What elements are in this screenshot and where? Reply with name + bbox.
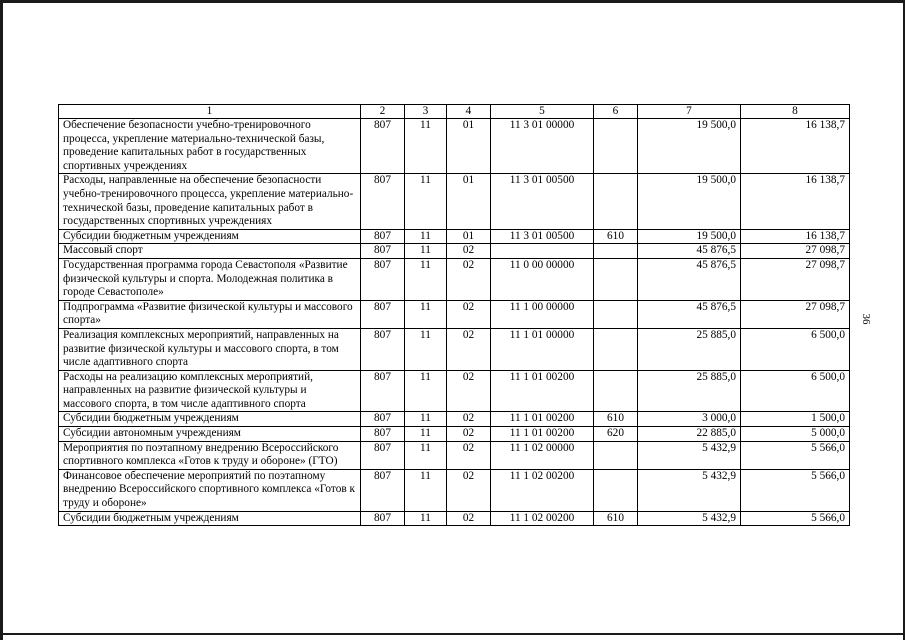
target-article-code: 11 0 00 00000 — [491, 258, 594, 300]
amount-2019: 25 885,0 — [638, 328, 741, 370]
expense-type-code — [594, 244, 638, 259]
expense-type-code: 610 — [594, 412, 638, 427]
target-article-code: 11 1 01 00200 — [491, 427, 594, 442]
table-row — [59, 258, 850, 300]
target-article-code: 11 3 01 00000 — [491, 119, 594, 174]
amount-2019: 5 432,9 — [638, 441, 741, 469]
table-row — [59, 370, 850, 412]
scan-border-bottom — [0, 633, 905, 635]
row-label: Реализация комплексных мероприятий, направленных на развитие физической культуры и массового спорта, в том числе адаптивного спорта — [59, 328, 361, 370]
scan-border-left — [0, 0, 3, 640]
ministry-code: 807 — [361, 427, 405, 442]
ministry-code: 807 — [361, 469, 405, 511]
target-article-code: 11 1 01 00000 — [491, 328, 594, 370]
row-label: Расходы на реализацию комплексных мероприятий, направленных на развитие физической культуры и массового спорта, в том числе адаптивного спорта — [59, 370, 361, 412]
amount-2019: 45 876,5 — [638, 244, 741, 259]
subsection-code: 02 — [447, 258, 491, 300]
amount-2019: 19 500,0 — [638, 119, 741, 174]
table-row — [59, 244, 850, 259]
column-header: 2 — [361, 105, 405, 119]
amount-2020: 27 098,7 — [741, 244, 850, 259]
table-row — [59, 441, 850, 469]
section-code: 11 — [405, 370, 447, 412]
row-label: Расходы, направленные на обеспечение безопасности учебно-тренировочного процесса, укрепление материально-технической базы, проведение капитальных работ в государственных спортивных учреждениях — [59, 174, 361, 229]
target-article-code: 11 3 01 00500 — [491, 174, 594, 229]
expense-type-code — [594, 328, 638, 370]
table-row — [59, 412, 850, 427]
amount-2019: 5 432,9 — [638, 469, 741, 511]
expense-type-code — [594, 441, 638, 469]
amount-2019: 19 500,0 — [638, 229, 741, 244]
table-row — [59, 229, 850, 244]
section-code: 11 — [405, 469, 447, 511]
column-header: 6 — [594, 105, 638, 119]
ministry-code: 807 — [361, 258, 405, 300]
subsection-code: 01 — [447, 119, 491, 174]
ministry-code: 807 — [361, 229, 405, 244]
subsection-code: 02 — [447, 469, 491, 511]
ministry-code: 807 — [361, 328, 405, 370]
section-code: 11 — [405, 258, 447, 300]
row-label: Мероприятия по поэтапному внедрению Всероссийского спортивного комплекса «Готов к труду и обороне» (ГТО) — [59, 441, 361, 469]
amount-2019: 22 885,0 — [638, 427, 741, 442]
section-code: 11 — [405, 300, 447, 328]
section-code: 11 — [405, 244, 447, 259]
amount-2019: 45 876,5 — [638, 258, 741, 300]
expense-type-code: 610 — [594, 229, 638, 244]
budget-table — [58, 104, 850, 526]
target-article-code: 11 1 02 00200 — [491, 511, 594, 526]
target-article-code: 11 1 02 00000 — [491, 441, 594, 469]
expense-type-code — [594, 174, 638, 229]
expense-type-code — [594, 119, 638, 174]
column-header: 1 — [59, 105, 361, 119]
row-label: Субсидии бюджетным учреждениям — [59, 229, 361, 244]
row-label: Субсидии автономным учреждениям — [59, 427, 361, 442]
amount-2019: 45 876,5 — [638, 300, 741, 328]
column-header: 4 — [447, 105, 491, 119]
ministry-code: 807 — [361, 244, 405, 259]
amount-2020: 6 500,0 — [741, 370, 850, 412]
ministry-code: 807 — [361, 370, 405, 412]
expense-type-code: 620 — [594, 427, 638, 442]
column-header: 7 — [638, 105, 741, 119]
amount-2020: 5 566,0 — [741, 469, 850, 511]
ministry-code: 807 — [361, 441, 405, 469]
section-code: 11 — [405, 229, 447, 244]
ministry-code: 807 — [361, 119, 405, 174]
table-row — [59, 174, 850, 229]
expense-type-code — [594, 370, 638, 412]
target-article-code: 11 1 00 00000 — [491, 300, 594, 328]
row-label: Государственная программа города Севастополя «Развитие физической культуры и спорта. Молодежная политика в городе Севастополе» — [59, 258, 361, 300]
subsection-code: 02 — [447, 412, 491, 427]
ministry-code: 807 — [361, 412, 405, 427]
subsection-code: 02 — [447, 300, 491, 328]
row-label: Субсидии бюджетным учреждениям — [59, 412, 361, 427]
amount-2020: 27 098,7 — [741, 300, 850, 328]
subsection-code: 01 — [447, 229, 491, 244]
amount-2020: 5 000,0 — [741, 427, 850, 442]
amount-2020: 5 566,0 — [741, 441, 850, 469]
row-label: Подпрограмма «Развитие физической культуры и массового спорта» — [59, 300, 361, 328]
table-header-row — [59, 105, 850, 119]
table-row — [59, 328, 850, 370]
table-row — [59, 469, 850, 511]
scan-border-top — [0, 0, 905, 3]
amount-2020: 16 138,7 — [741, 119, 850, 174]
column-header: 8 — [741, 105, 850, 119]
amount-2020: 27 098,7 — [741, 258, 850, 300]
row-label: Субсидии бюджетным учреждениям — [59, 511, 361, 526]
section-code: 11 — [405, 328, 447, 370]
section-code: 11 — [405, 441, 447, 469]
section-code: 11 — [405, 427, 447, 442]
expense-type-code: 610 — [594, 511, 638, 526]
amount-2019: 19 500,0 — [638, 174, 741, 229]
amount-2020: 16 138,7 — [741, 229, 850, 244]
subsection-code: 02 — [447, 244, 491, 259]
table-row — [59, 511, 850, 526]
expense-type-code — [594, 300, 638, 328]
section-code: 11 — [405, 174, 447, 229]
table-body — [59, 119, 850, 526]
section-code: 11 — [405, 412, 447, 427]
column-header: 3 — [405, 105, 447, 119]
target-article-code: 11 1 02 00200 — [491, 469, 594, 511]
expense-type-code — [594, 469, 638, 511]
table-row — [59, 427, 850, 442]
row-label: Массовый спорт — [59, 244, 361, 259]
row-label: Финансовое обеспечение мероприятий по поэтапному внедрению Всероссийского спортивного комплекса «Готов к труду и обороне» — [59, 469, 361, 511]
target-article-code: 11 3 01 00500 — [491, 229, 594, 244]
subsection-code: 02 — [447, 370, 491, 412]
subsection-code: 01 — [447, 174, 491, 229]
target-article-code — [491, 244, 594, 259]
expense-type-code — [594, 258, 638, 300]
page-number: 36 — [860, 313, 872, 325]
section-code: 11 — [405, 511, 447, 526]
subsection-code: 02 — [447, 427, 491, 442]
table-row — [59, 119, 850, 174]
ministry-code: 807 — [361, 174, 405, 229]
ministry-code: 807 — [361, 300, 405, 328]
amount-2019: 3 000,0 — [638, 412, 741, 427]
ministry-code: 807 — [361, 511, 405, 526]
subsection-code: 02 — [447, 328, 491, 370]
table-row — [59, 300, 850, 328]
amount-2020: 1 500,0 — [741, 412, 850, 427]
amount-2020: 5 566,0 — [741, 511, 850, 526]
subsection-code: 02 — [447, 511, 491, 526]
row-label: Обеспечение безопасности учебно-тренировочного процесса, укрепление материально-технической базы, проведение капитальных работ в государственных спортивных учреждениях — [59, 119, 361, 174]
target-article-code: 11 1 01 00200 — [491, 370, 594, 412]
subsection-code: 02 — [447, 441, 491, 469]
column-header: 5 — [491, 105, 594, 119]
amount-2020: 16 138,7 — [741, 174, 850, 229]
amount-2019: 25 885,0 — [638, 370, 741, 412]
amount-2020: 6 500,0 — [741, 328, 850, 370]
target-article-code: 11 1 01 00200 — [491, 412, 594, 427]
amount-2019: 5 432,9 — [638, 511, 741, 526]
section-code: 11 — [405, 119, 447, 174]
